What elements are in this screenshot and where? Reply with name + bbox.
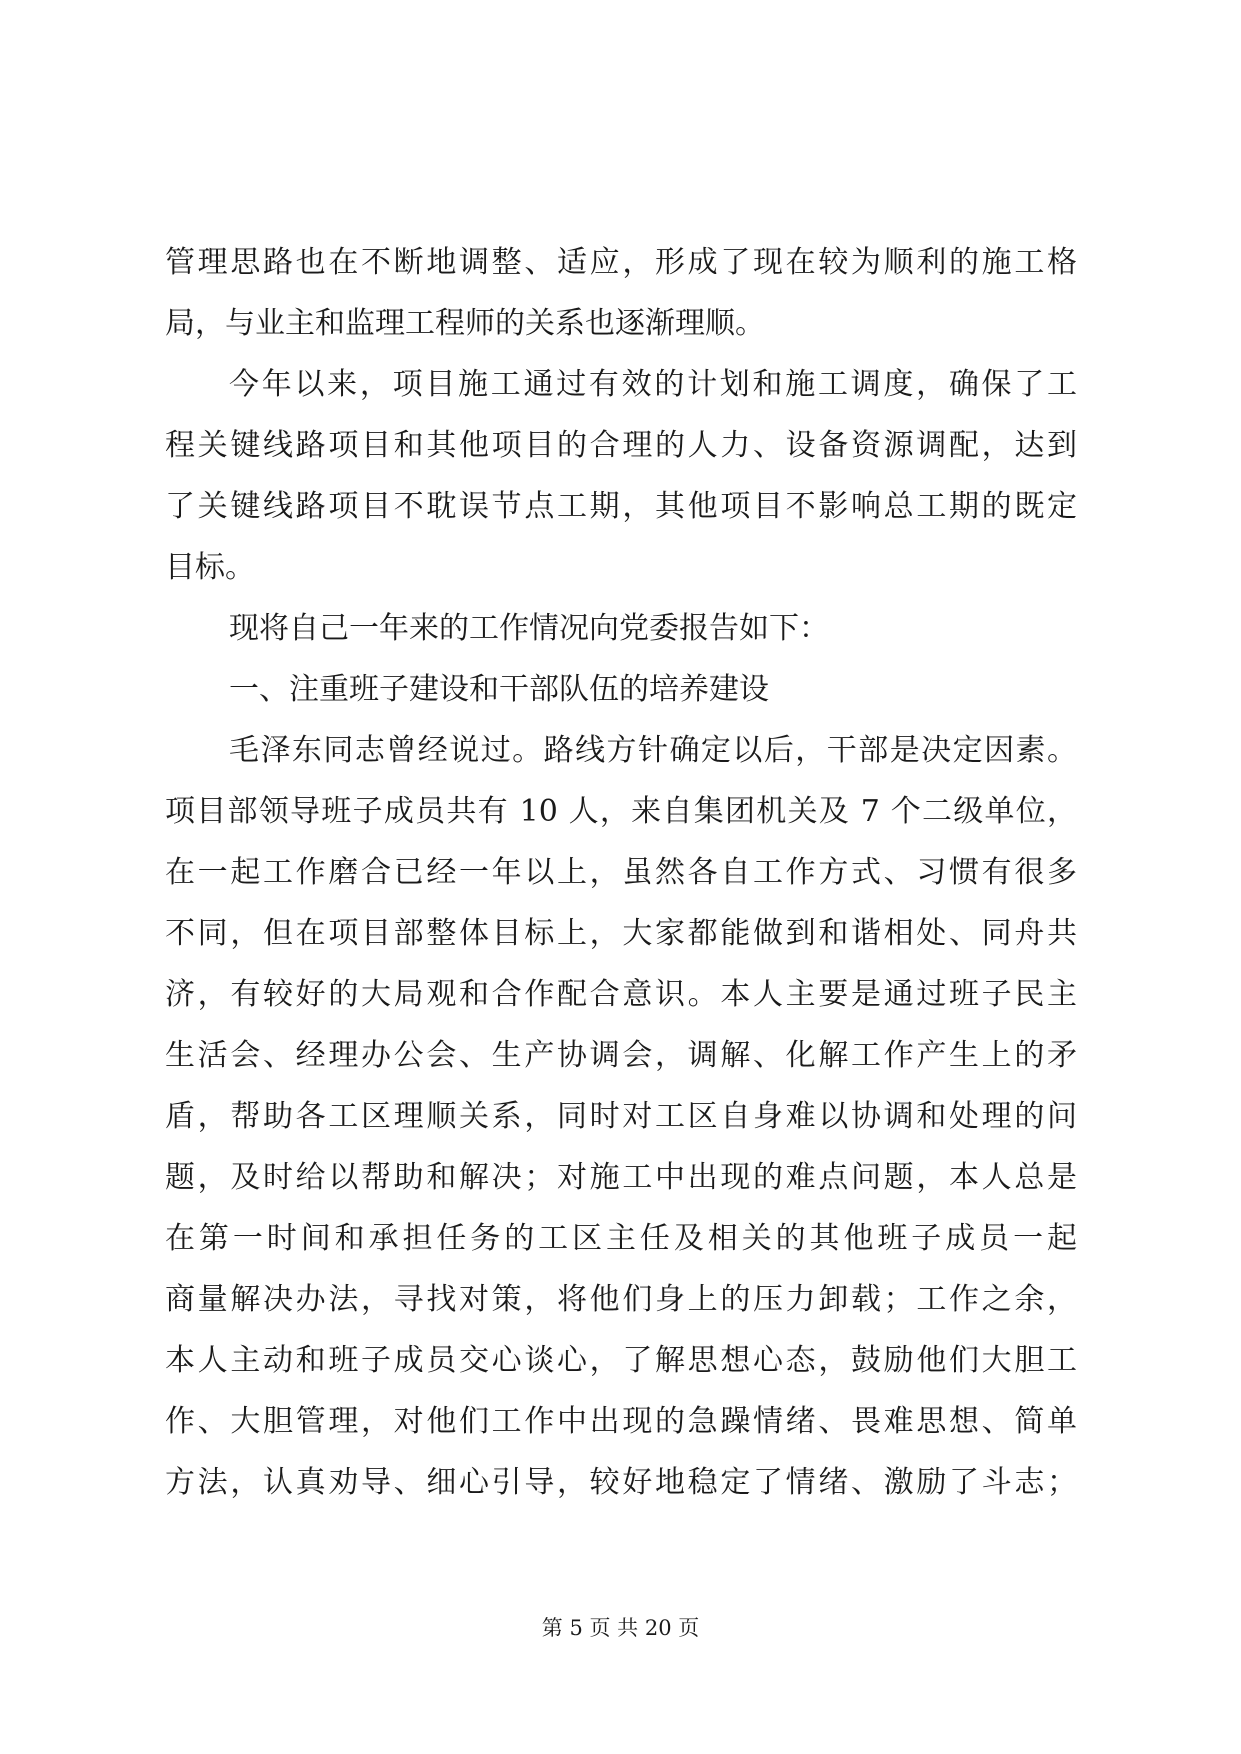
text-line: 现将自己一年来的工作情况向党委报告如下： xyxy=(229,611,829,646)
text-line: 不同，但在项目部整体目标上，大家都能做到和谐相处、同舟共 xyxy=(165,916,1077,951)
page-number: 第 5 页 共 20 页 xyxy=(541,1616,700,1640)
text-line: 项目部领导班子成员共有 10 人，来自集团机关及 7 个二级单位， xyxy=(165,794,1077,829)
body-text xyxy=(165,232,1077,1513)
text-line: 济，有较好的大局观和合作配合意识。本人主要是通过班子民主 xyxy=(165,977,1077,1012)
text-line: 在第一时间和承担任务的工区主任及相关的其他班子成员一起 xyxy=(165,1221,1077,1256)
text-line: 了关键线路项目不耽误节点工期，其他项目不影响总工期的既定 xyxy=(165,489,1077,524)
text-line: 局，与业主和监理工程师的关系也逐渐理顺。 xyxy=(165,306,765,341)
text-line: 题，及时给以帮助和解决；对施工中出现的难点问题，本人总是 xyxy=(165,1160,1077,1195)
text-line: 程关键线路项目和其他项目的合理的人力、设备资源调配，达到 xyxy=(165,428,1077,463)
text-line: 目标。 xyxy=(165,550,255,585)
text-line: 本人主动和班子成员交心谈心，了解思想心态，鼓励他们大胆工 xyxy=(165,1343,1077,1378)
page-footer xyxy=(0,1614,1241,1642)
text-line: 在一起工作磨合已经一年以上，虽然各自工作方式、习惯有很多 xyxy=(165,855,1077,890)
text-line: 方法，认真劝导、细心引导，较好地稳定了情绪、激励了斗志； xyxy=(165,1465,1077,1500)
text-line: 今年以来，项目施工通过有效的计划和施工调度，确保了工 xyxy=(229,367,1077,402)
text-line: 管理思路也在不断地调整、适应，形成了现在较为顺利的施工格 xyxy=(165,245,1077,280)
text-line: 盾，帮助各工区理顺关系，同时对工区自身难以协调和处理的问 xyxy=(165,1099,1077,1134)
text-line: 商量解决办法，寻找对策，将他们身上的压力卸载；工作之余， xyxy=(165,1282,1077,1317)
text-line: 毛泽东同志曾经说过。路线方针确定以后，干部是决定因素。 xyxy=(229,733,1077,768)
text-line: 作、大胆管理，对他们工作中出现的急躁情绪、畏难思想、简单 xyxy=(165,1404,1077,1439)
section-heading: 一、注重班子建设和干部队伍的培养建设 xyxy=(229,672,769,707)
text-line: 生活会、经理办公会、生产协调会，调解、化解工作产生上的矛 xyxy=(165,1038,1077,1073)
